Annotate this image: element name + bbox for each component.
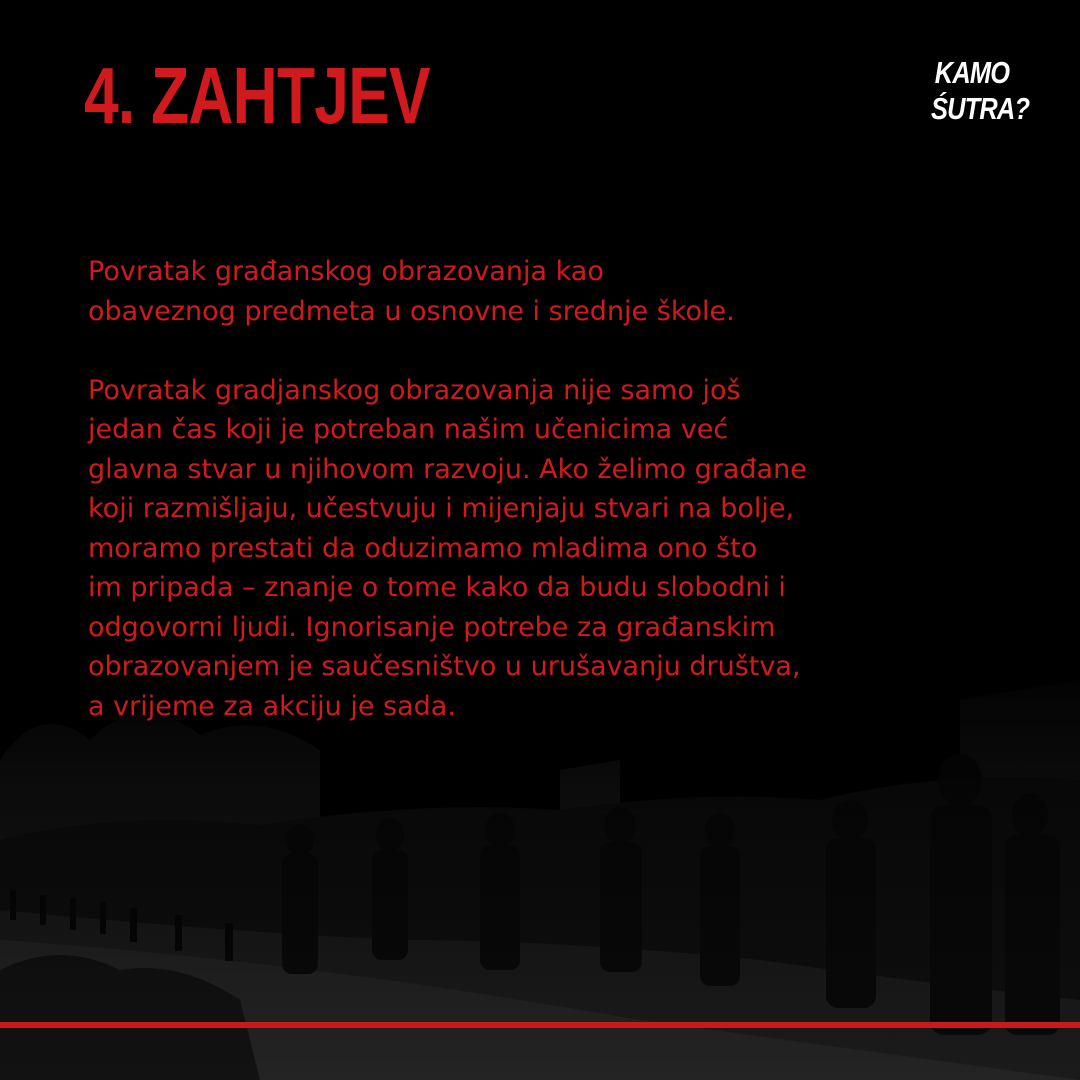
logo-line-1: KAMO — [934, 55, 1010, 90]
lead-paragraph: Povratak građanskog obrazovanja kao obaveznog predmeta u osnovne i srednje škole. — [88, 256, 735, 327]
page-title: 4. ZAHTJEV — [84, 51, 430, 140]
body-text — [88, 252, 988, 726]
logo-line-2: ŚUTRA? — [931, 91, 1030, 126]
brand-logo — [922, 55, 1030, 127]
main-paragraph: Povratak gradjanskog obrazovanja nije samo još jedan čas koji je potreban našim učenicima već glavna stvar u njihovom razvoju. Ako želimo građane koji razmišljaju, učestvuju i mijenjaju stvari na bolje, moramo prestati da oduzimamo mladima ono što im pripada – znanje o tome kako da budu slobodni i odgovorni ljudi. Ignorisanje potrebe za građanskim obrazovanjem je saučesništvo u urušavanju društva, a vrijeme za akciju je sada. — [88, 374, 807, 722]
bottom-divider — [0, 1022, 1080, 1028]
